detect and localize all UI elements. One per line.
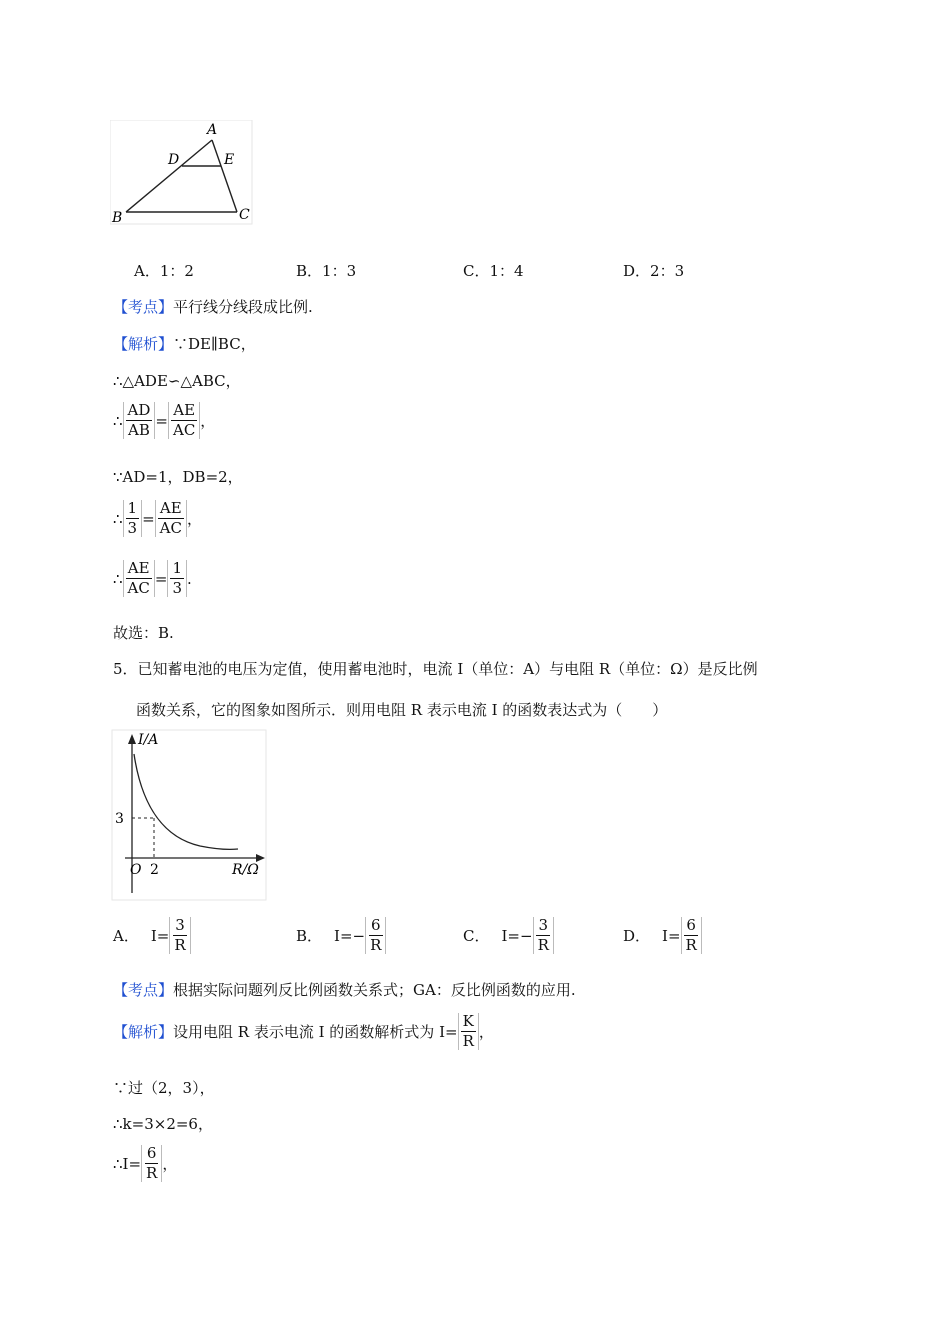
punctuation: . — [186, 569, 192, 588]
label-a: A — [207, 122, 218, 138]
inverse-proportion-graph — [110, 728, 270, 903]
equals-sign: = — [154, 569, 168, 588]
kaodian-text: 平行线分线段成比例. — [173, 298, 313, 316]
q5-jiexi-line0 — [113, 1013, 494, 1050]
fraction-denominator: AC — [159, 519, 182, 537]
q4-option-a: A．1：2 — [134, 262, 194, 280]
option-sign: − — [519, 926, 533, 945]
q4-kaodian — [113, 296, 313, 317]
q4-jiexi-line4: ∵AD=1，DB=2， — [113, 468, 243, 486]
q5-jiexi-line1: ∵过（2，3）， — [113, 1079, 215, 1097]
q5-stem-line1: 5．已知蓄电池的电压为定值，使用蓄电池时，电流 I（单位：A）与电阻 R（单位：Ω）是反比例 — [113, 660, 758, 678]
option-lhs: I= — [150, 926, 170, 945]
option-fraction — [169, 917, 190, 954]
fraction-numerator: 6 — [686, 916, 696, 934]
q5-jiexi-line2: ∴k=3×2=6， — [113, 1115, 213, 1133]
equals-sign: = — [142, 509, 155, 528]
q5-option-a — [113, 917, 191, 954]
origin-label: O — [130, 862, 142, 878]
option-lhs: I= — [501, 926, 520, 945]
fraction-numerator: 1 — [127, 499, 138, 517]
fraction-ae-ac — [123, 560, 155, 597]
therefore-symbol: ∴ — [113, 411, 123, 430]
label-c: C — [239, 207, 250, 223]
fraction-denominator: R — [537, 936, 549, 954]
label-d: D — [168, 152, 180, 168]
q4-jiexi-line2: ∴△ADE∽△ABC， — [113, 372, 241, 390]
fraction-numerator: K — [462, 1012, 474, 1030]
equals-sign: = — [155, 411, 168, 430]
therefore-symbol: ∴ — [113, 509, 123, 528]
fraction-numerator: AE — [159, 499, 182, 517]
fraction-denominator: R — [146, 1164, 158, 1182]
fraction-denominator: AC — [172, 421, 196, 439]
kaodian-tag: 【考点】 — [113, 981, 174, 999]
y-tick-label: 3 — [115, 811, 124, 827]
q5-stem-line2: 函数关系，它的图象如图所示．则用电阻 R 表示电流 I 的函数表达式为（ ） — [136, 701, 668, 719]
q4-jiexi-line6 — [113, 560, 192, 597]
jiexi-tag: 【解析】 — [113, 1023, 174, 1041]
label-e: E — [224, 152, 235, 168]
fraction-ae-ac — [155, 500, 187, 537]
fraction-numerator: 6 — [370, 916, 381, 934]
kaodian-tag: 【考点】 — [113, 298, 174, 316]
jiexi-line1-text: ∵DE∥BC， — [173, 335, 256, 353]
therefore-symbol: ∴ — [113, 569, 123, 588]
option-letter: B． — [296, 927, 323, 945]
fraction-denominator: R — [462, 1032, 474, 1050]
x-tick-label: 2 — [150, 862, 159, 878]
punctuation: ， — [200, 412, 216, 430]
fraction-numerator: AE — [173, 401, 196, 419]
q4-option-c: C．1：4 — [463, 262, 524, 280]
fraction-denominator: R — [685, 936, 697, 954]
fraction-k-r — [458, 1013, 479, 1050]
kaodian-text: 根据实际问题列反比例函数关系式；GA：反比例函数的应用. — [173, 981, 576, 999]
fraction-1-3 — [167, 560, 187, 597]
q4-option-d: D．2：3 — [623, 262, 685, 280]
q4-jiexi-line1 — [113, 333, 256, 354]
fraction-numerator: 3 — [538, 916, 548, 934]
q5-option-d — [623, 917, 702, 954]
option-fraction — [533, 917, 554, 954]
q4-jiexi-line3 — [113, 402, 215, 439]
triangle-figure — [110, 120, 260, 230]
q5-option-c — [463, 917, 554, 954]
fraction-ae-ac — [168, 402, 200, 439]
q4-option-b: B．1：3 — [296, 262, 357, 280]
fraction-6-r — [141, 1145, 162, 1182]
fraction-numerator: 6 — [146, 1144, 157, 1162]
option-letter: D． — [623, 927, 651, 945]
jiexi-tag: 【解析】 — [113, 335, 174, 353]
fraction-denominator: AC — [127, 579, 150, 597]
q4-jiexi-line5 — [113, 500, 202, 537]
fraction-denominator: R — [370, 936, 382, 954]
option-fraction — [365, 917, 386, 954]
fraction-1-3 — [123, 500, 143, 537]
option-fraction — [681, 917, 702, 954]
q5-option-b — [296, 917, 386, 954]
punctuation: ， — [162, 1155, 178, 1173]
therefore-i-equals: ∴I= — [113, 1154, 142, 1173]
option-letter: A． — [113, 927, 139, 945]
punctuation: ， — [478, 1023, 494, 1041]
jiexi-text: 设用电阻 R 表示电流 I 的函数解析式为 I= — [173, 1023, 458, 1041]
fraction-numerator: 3 — [175, 916, 185, 934]
fraction-numerator: 1 — [172, 559, 182, 577]
y-axis-label: I/A — [138, 732, 159, 748]
fraction-numerator: AE — [127, 559, 150, 577]
option-lhs: I= — [334, 926, 353, 945]
punctuation: ， — [186, 510, 202, 528]
option-lhs: I= — [662, 926, 681, 945]
option-sign: − — [352, 926, 366, 945]
fraction-ad-ab — [123, 402, 156, 439]
option-letter: C． — [463, 927, 490, 945]
q5-kaodian — [113, 979, 576, 1000]
label-b: B — [112, 210, 123, 226]
fraction-numerator: AD — [127, 401, 151, 419]
q4-answer: 故选：B. — [113, 624, 174, 642]
fraction-denominator: R — [174, 936, 186, 954]
fraction-denominator: 3 — [127, 519, 138, 537]
fraction-denominator: AB — [128, 421, 150, 439]
fraction-denominator: 3 — [172, 579, 182, 597]
x-axis-label: R/Ω — [232, 862, 259, 878]
q5-jiexi-line3 — [113, 1145, 177, 1182]
